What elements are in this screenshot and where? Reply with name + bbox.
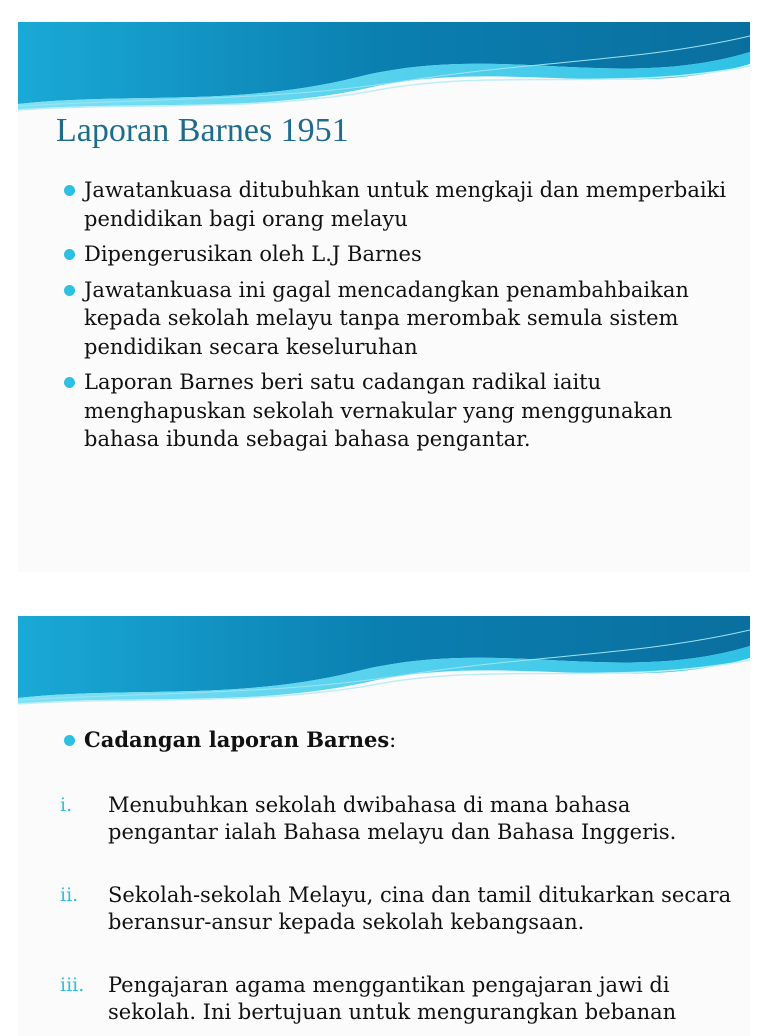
bullet-dot-icon <box>64 185 75 196</box>
list-item-text: Sekolah-sekolah Melayu, cina dan tamil ditukarkan secara beransur-ansur kepada sekolah kebangsaan. <box>108 883 732 934</box>
bullet-dot-icon <box>64 735 75 746</box>
list-item <box>64 368 734 454</box>
list-item-text: Pengajaran agama menggantikan pengajaran jawi di sekolah. Ini bertujuan untuk mengurangkan bebanan <box>108 973 677 1024</box>
wave-banner-graphic <box>18 616 750 706</box>
bullet-dot-icon <box>64 377 75 388</box>
slide-2 <box>18 616 750 1036</box>
list-item <box>64 726 734 755</box>
slide-1 <box>18 22 750 572</box>
bullet-list <box>64 176 734 461</box>
roman-numeral: i. <box>60 794 73 816</box>
list-item-text: Laporan Barnes beri satu cadangan radikal iaitu menghapuskan sekolah vernakular yang menggunakan bahasa ibunda sebagai bahasa pengantar. <box>84 370 673 451</box>
lead-bullet <box>64 726 734 762</box>
wave-banner-graphic <box>18 22 750 112</box>
list-item <box>64 176 734 233</box>
lead-heading: Cadangan laporan Barnes <box>84 727 390 752</box>
slide-title: Laporan Barnes 1951 <box>56 112 349 149</box>
roman-numeral: ii. <box>60 884 79 906</box>
list-item-text: Jawatankuasa ini gagal mencadangkan penambahbaikan kepada sekolah melayu tanpa merombak semula sistem pendidikan secara keseluruhan <box>84 277 689 359</box>
roman-numeral: iii. <box>60 974 85 996</box>
list-item <box>60 972 740 1026</box>
list-item <box>60 882 740 936</box>
list-item-text: Jawatankuasa ditubuhkan untuk mengkaji dan memperbaiki pendidikan bagi orang melayu <box>84 178 727 231</box>
numbered-list <box>60 792 740 1036</box>
bullet-dot-icon <box>64 285 75 296</box>
lead-colon: : <box>389 728 397 752</box>
bullet-dot-icon <box>64 249 75 260</box>
list-item <box>64 240 734 269</box>
list-item-text: Dipengerusikan oleh L.J Barnes <box>84 242 422 266</box>
list-item <box>60 792 740 846</box>
list-item <box>64 276 734 362</box>
list-item-text: Menubuhkan sekolah dwibahasa di mana bahasa pengantar ialah Bahasa melayu dan Bahasa Inggeris. <box>108 793 677 844</box>
